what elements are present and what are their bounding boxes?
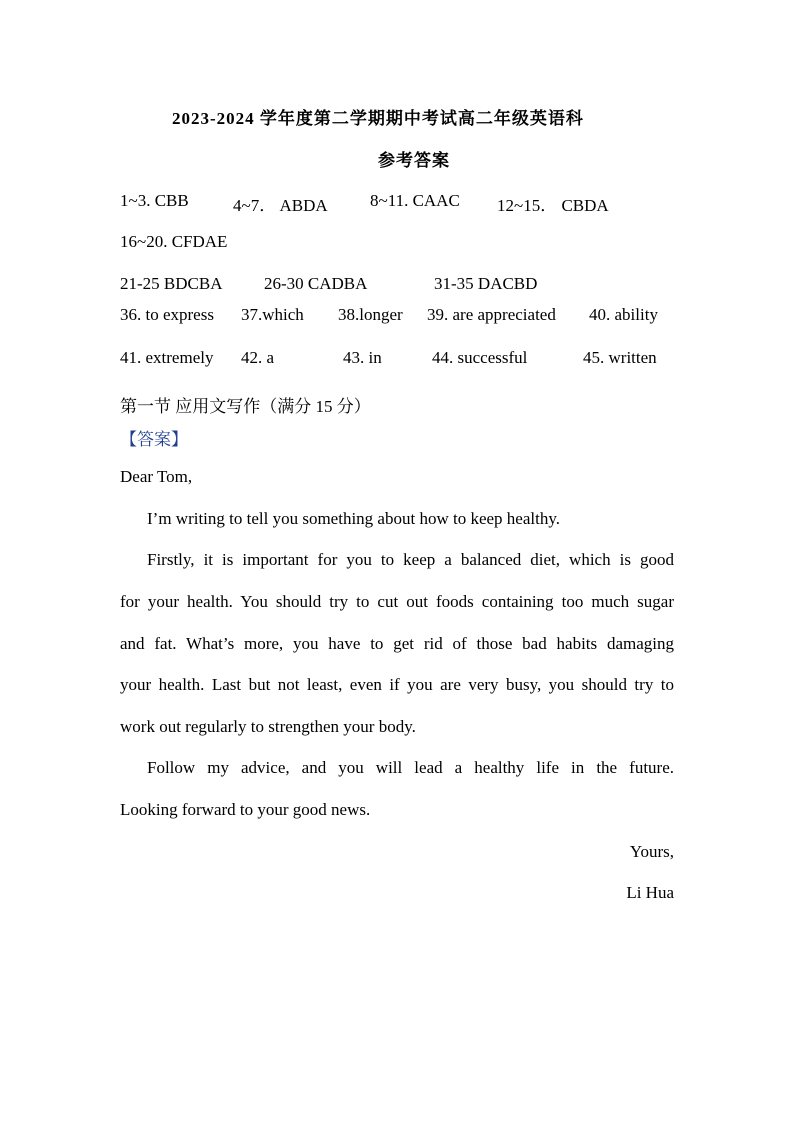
answer-1-3: 1~3. CBB [120,191,189,210]
section-title: 第一节 应用文写作（满分 15 分） [120,397,371,416]
answer-42: 42. a [241,348,275,367]
answer-37: 37.which [241,305,304,324]
page-title: 2023-2024 学年度第二学期期中考试高二年级英语科 [172,109,584,128]
letter-paragraph-2-line: Firstly, it is important for you to keep a balanced diet, which is good [147,550,674,569]
answer-44: 44. successful [432,348,528,367]
answer-16-20: 16~20. CFDAE [120,232,228,251]
answer-4-7: 4~7． ABDA [233,196,328,215]
answer-31-35: 31-35 DACBD [434,274,538,293]
answer-26-30: 26-30 CADBA [264,274,368,293]
letter-salutation: Dear Tom, [120,467,193,486]
letter-paragraph-2-line: and fat. What’s more, you have to get rid of those bad habits damaging [120,634,674,653]
answer-39: 39. are appreciated [427,305,556,324]
page-subtitle: 参考答案 [378,151,450,170]
letter-paragraph-2-line: work out regularly to strengthen your body. [120,717,416,736]
letter-paragraph-3-line: Looking forward to your good news. [120,800,371,819]
letter-paragraph-2-line: for your health. You should try to cut out foods containing too much sugar [120,592,674,611]
letter-closing: Yours, [629,842,674,861]
answer-36: 36. to express [120,305,214,324]
letter-paragraph-2-line: your health. Last but not least, even if you are very busy, you should try to [120,675,674,694]
answer-8-11: 8~11. CAAC [370,191,460,210]
letter-paragraph-1: I’m writing to tell you something about how to keep healthy. [147,509,560,528]
answer-38: 38.longer [338,305,403,324]
answer-45: 45. written [583,348,657,367]
answer-label: 【答案】 [120,430,188,449]
answer-12-15: 12~15． CBDA [497,196,609,215]
answer-21-25: 21-25 BDCBA [120,274,223,293]
answer-41: 41. extremely [120,348,214,367]
letter-signature: Li Hua [626,883,674,902]
answer-40: 40. ability [589,305,658,324]
letter-paragraph-3-line: Follow my advice, and you will lead a healthy life in the future. [147,758,674,777]
answer-43: 43. in [343,348,382,367]
